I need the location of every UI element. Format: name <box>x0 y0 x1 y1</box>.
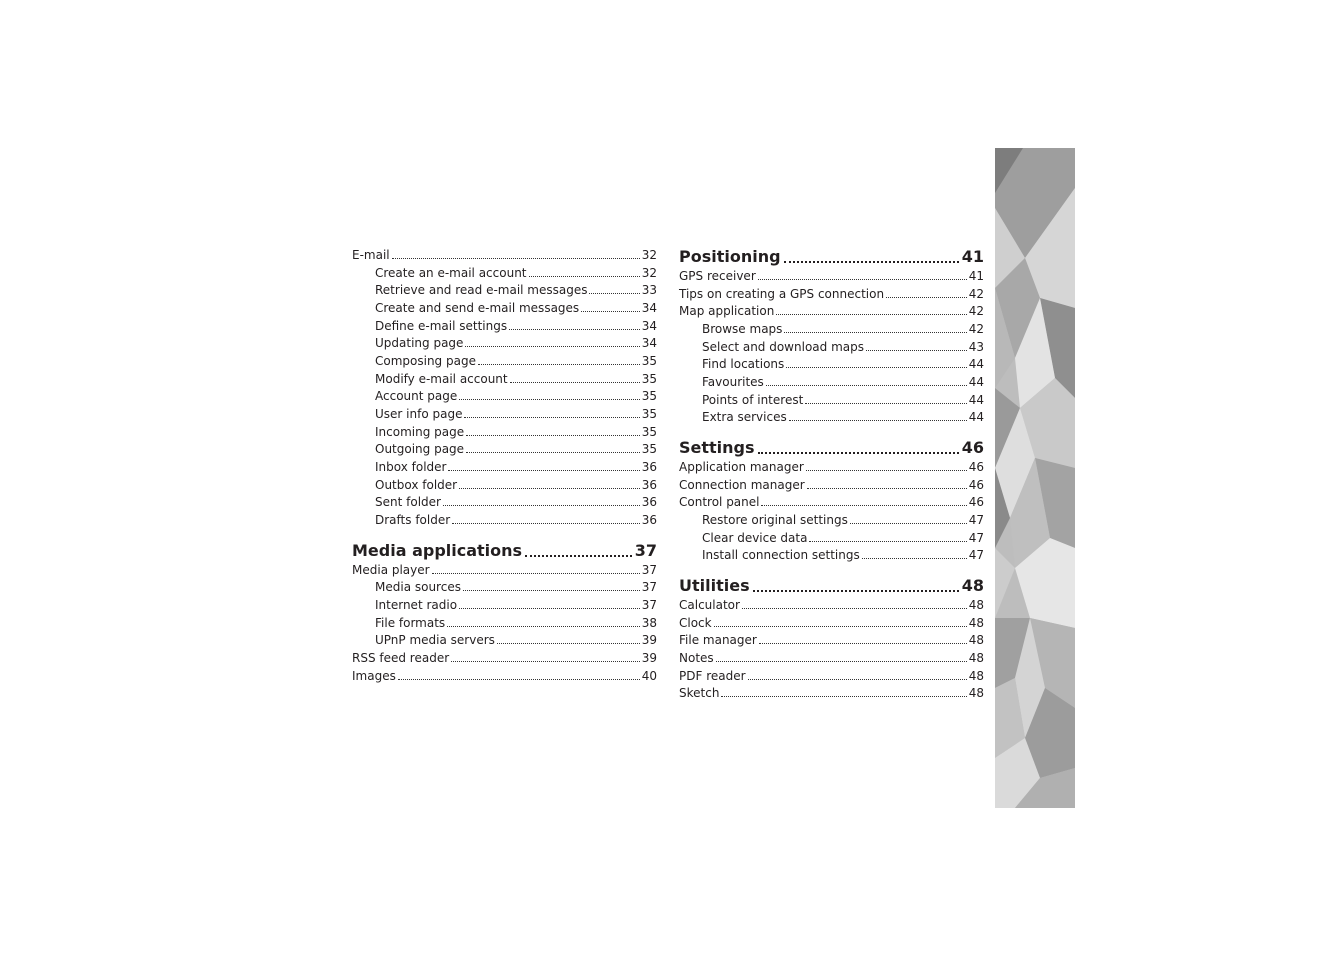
toc-entry-retrieve-and-read-e-mail-messages[interactable] <box>375 281 657 297</box>
dot-leader <box>716 661 967 662</box>
toc-page-number: 39 <box>641 633 657 648</box>
toc-entry-e-mail[interactable] <box>352 246 657 262</box>
dot-leader <box>466 435 640 436</box>
toc-entry-label: Settings <box>679 438 755 458</box>
toc-entry-label: Sketch <box>679 686 720 701</box>
dot-leader <box>806 470 967 471</box>
toc-entry-label: Calculator <box>679 598 740 613</box>
toc-page-number: 46 <box>968 477 984 492</box>
toc-page-number: 34 <box>641 301 657 315</box>
dot-leader <box>459 488 640 489</box>
toc-entry-find-locations[interactable] <box>702 355 984 371</box>
toc-entry-label: Extra services <box>702 410 787 425</box>
toc-entry-label: Connection manager <box>679 477 805 492</box>
dot-leader <box>459 608 640 609</box>
toc-heading-utilities[interactable] <box>679 574 984 596</box>
dot-leader <box>714 626 967 627</box>
toc-entry-extra-services[interactable] <box>702 408 984 424</box>
toc-heading-media-applications[interactable] <box>352 539 657 561</box>
toc-entry-label: Composing page <box>375 354 476 369</box>
toc-entry-label: RSS feed reader <box>352 651 450 666</box>
toc-entry-tips-on-creating-a-gps-connection[interactable] <box>679 285 984 301</box>
toc-entry-pdf-reader[interactable] <box>679 667 984 683</box>
toc-entry-file-manager[interactable] <box>679 631 984 647</box>
toc-page-number: 42 <box>968 322 984 336</box>
toc-entry-restore-original-settings[interactable] <box>702 511 984 527</box>
toc-entry-label: Positioning <box>679 247 781 266</box>
toc-page-number: 35 <box>641 424 657 439</box>
toc-entry-label: Outbox folder <box>375 477 458 492</box>
toc-page-number: 35 <box>641 389 657 404</box>
toc-entry-label: Application manager <box>679 460 804 475</box>
toc-entry-label: Outgoing page <box>375 442 465 457</box>
toc-page-number: 37 <box>641 562 657 577</box>
dot-leader <box>809 541 966 542</box>
dot-leader <box>589 293 639 294</box>
dot-leader <box>742 608 967 609</box>
dot-leader <box>759 643 967 644</box>
toc-page-number: 46 <box>968 460 984 475</box>
toc-entry-account-page[interactable] <box>375 387 657 403</box>
dot-leader <box>443 505 640 506</box>
dot-leader <box>850 523 967 524</box>
toc-page-number: 37 <box>641 580 657 595</box>
toc-page-number: 47 <box>968 530 984 545</box>
dot-leader <box>451 661 640 662</box>
toc-entry-clear-device-data[interactable] <box>702 529 984 545</box>
dot-leader <box>510 382 640 383</box>
toc-entry-install-connection-settings[interactable] <box>702 546 984 562</box>
toc-page-number: 35 <box>641 354 657 369</box>
toc-heading-positioning[interactable] <box>679 245 984 267</box>
toc-entry-sent-folder[interactable] <box>375 493 657 509</box>
dot-leader <box>447 626 640 627</box>
toc-entry-label: E-mail <box>352 248 390 262</box>
toc-page-number: 32 <box>641 265 657 280</box>
toc-entry-label: Create and send e-mail messages <box>375 301 580 315</box>
toc-entry-label: User info page <box>375 407 463 422</box>
toc-page-number: 36 <box>641 495 657 510</box>
toc-entry-label: Drafts folder <box>375 513 451 528</box>
toc-entry-label: Images <box>352 668 396 683</box>
toc-page-number: 33 <box>641 283 657 298</box>
toc-page-number: 46 <box>961 438 984 458</box>
toc-page-number: 48 <box>968 651 984 666</box>
toc-entry-create-and-send-e-mail-messages[interactable] <box>375 299 657 315</box>
dot-leader <box>748 679 967 680</box>
toc-page-number: 48 <box>968 615 984 630</box>
toc-page-number: 48 <box>968 633 984 648</box>
toc-entry-map-application[interactable] <box>679 302 984 318</box>
toc-entry-label: Media player <box>352 562 430 577</box>
toc-entry-application-manager[interactable] <box>679 458 984 474</box>
toc-page-number: 42 <box>968 286 984 301</box>
dot-leader <box>805 403 966 404</box>
toc-page-number: 44 <box>968 357 984 372</box>
toc-page-number: 40 <box>641 668 657 683</box>
dot-leader <box>529 276 640 277</box>
toc-entry-label: Points of interest <box>702 392 804 407</box>
toc-entry-clock[interactable] <box>679 614 984 630</box>
toc-entry-label: Create an e-mail account <box>375 265 527 280</box>
toc-entry-updating-page[interactable] <box>375 334 657 350</box>
toc-page-number: 42 <box>968 304 984 319</box>
toc-entry-points-of-interest[interactable] <box>702 391 984 407</box>
dot-leader <box>432 573 640 574</box>
dot-leader <box>398 679 640 680</box>
toc-entry-upnp-media-servers[interactable] <box>375 631 657 647</box>
dot-leader <box>392 258 640 259</box>
toc-page-number: 36 <box>641 477 657 492</box>
toc-entry-create-an-e-mail-account[interactable] <box>375 264 657 280</box>
toc-entry-media-sources[interactable] <box>375 578 657 594</box>
dot-leader <box>786 367 966 368</box>
toc-entry-modify-e-mail-account[interactable] <box>375 370 657 386</box>
toc-entry-label: Tips on creating a GPS connection <box>679 286 885 301</box>
toc-page-number: 37 <box>641 598 657 613</box>
toc-page-number: 41 <box>961 247 984 266</box>
dot-leader <box>758 452 959 454</box>
toc-entry-label: Favourites <box>702 375 764 390</box>
dot-leader <box>766 385 967 386</box>
toc-entry-outgoing-page[interactable] <box>375 440 657 456</box>
toc-entry-rss-feed-reader[interactable] <box>352 649 657 665</box>
toc-page-number: 34 <box>641 336 657 351</box>
toc-page-number: 44 <box>968 410 984 425</box>
toc-page-number: 34 <box>641 318 657 333</box>
toc-page-number: 36 <box>641 460 657 475</box>
dot-leader <box>452 523 640 524</box>
dot-leader <box>784 261 959 263</box>
dot-leader <box>497 643 640 644</box>
toc-page-number: 48 <box>961 576 984 596</box>
dot-leader <box>753 590 959 592</box>
toc-entry-browse-maps[interactable] <box>702 320 984 336</box>
toc-entry-user-info-page[interactable] <box>375 405 657 421</box>
toc-page-number: 48 <box>968 686 984 701</box>
toc-page-number: 44 <box>968 392 984 407</box>
toc-entry-incoming-page[interactable] <box>375 423 657 439</box>
toc-page-number: 32 <box>641 248 657 262</box>
toc-entry-sketch[interactable] <box>679 684 984 700</box>
toc-entry-connection-manager[interactable] <box>679 476 984 492</box>
toc-entry-label: Browse maps <box>702 322 783 336</box>
dot-leader <box>758 279 967 280</box>
toc-entry-label: Incoming page <box>375 424 465 439</box>
toc-page-number: 47 <box>968 548 984 563</box>
toc-entry-label: Utilities <box>679 576 750 596</box>
dot-leader <box>862 558 967 559</box>
toc-page-number: 47 <box>968 513 984 528</box>
toc-entry-control-panel[interactable] <box>679 493 984 509</box>
dot-leader <box>776 314 966 315</box>
toc-entry-label: Clock <box>679 615 712 630</box>
toc-entry-label: Install connection settings <box>702 548 860 563</box>
toc-entry-internet-radio[interactable] <box>375 596 657 612</box>
toc-entry-label: Inbox folder <box>375 460 447 475</box>
toc-entry-file-formats[interactable] <box>375 614 657 630</box>
toc-entry-label: Restore original settings <box>702 513 848 528</box>
dot-leader <box>466 452 640 453</box>
dot-leader <box>866 350 967 351</box>
toc-entry-outbox-folder[interactable] <box>375 476 657 492</box>
dot-leader <box>784 332 966 333</box>
dot-leader <box>463 590 640 591</box>
dot-leader <box>448 470 639 471</box>
toc-entry-favourites[interactable] <box>702 373 984 389</box>
toc-page-number: 38 <box>641 615 657 630</box>
toc-page-number: 48 <box>968 598 984 613</box>
dot-leader <box>761 505 966 506</box>
toc-page-number: 35 <box>641 442 657 457</box>
toc-entry-label: Internet radio <box>375 598 458 613</box>
faceted-pattern-graphic <box>995 148 1075 808</box>
toc-entry-label: Media sources <box>375 580 461 595</box>
dot-leader <box>886 297 967 298</box>
toc-entry-label: Map application <box>679 304 775 319</box>
toc-entry-composing-page[interactable] <box>375 352 657 368</box>
toc-page-number: 35 <box>641 371 657 386</box>
toc-page-number: 39 <box>641 651 657 666</box>
dot-leader <box>581 311 640 312</box>
toc-heading-settings[interactable] <box>679 436 984 458</box>
toc-entry-label: Retrieve and read e-mail messages <box>375 283 588 298</box>
toc-entry-label: Media applications <box>352 540 523 560</box>
toc-entry-label: Notes <box>679 651 714 666</box>
toc-entry-label: Account page <box>375 389 458 404</box>
toc-page-number: 43 <box>968 339 984 354</box>
toc-entry-label: Sent folder <box>375 495 441 510</box>
toc-entry-label: GPS receiver <box>679 269 756 283</box>
toc-entry-label: File formats <box>375 615 446 630</box>
toc-entry-notes[interactable] <box>679 649 984 665</box>
toc-entry-media-player[interactable] <box>352 561 657 577</box>
decorative-side-tab <box>995 148 1075 808</box>
dot-leader <box>807 488 967 489</box>
dot-leader <box>525 555 632 557</box>
dot-leader <box>789 420 967 421</box>
toc-entry-gps-receiver[interactable] <box>679 267 984 283</box>
toc-page-number: 36 <box>641 513 657 528</box>
toc-entry-calculator[interactable] <box>679 596 984 612</box>
dot-leader <box>459 399 639 400</box>
toc-entry-label: PDF reader <box>679 668 746 683</box>
dot-leader <box>465 346 639 347</box>
dot-leader <box>721 696 966 697</box>
toc-entry-label: UPnP media servers <box>375 633 495 648</box>
toc-entry-drafts-folder[interactable] <box>375 511 657 527</box>
dot-leader <box>464 417 639 418</box>
dot-leader <box>478 364 640 365</box>
toc-page-number: 46 <box>968 495 984 510</box>
toc-entry-select-and-download-maps[interactable] <box>702 338 984 354</box>
toc-entry-label: Select and download maps <box>702 339 864 354</box>
toc-entry-define-e-mail-settings[interactable] <box>375 317 657 333</box>
toc-entry-label: Control panel <box>679 495 760 510</box>
toc-entry-images[interactable] <box>352 667 657 683</box>
toc-page-number: 41 <box>968 269 984 283</box>
toc-entry-label: Clear device data <box>702 530 808 545</box>
toc-entry-label: Define e-mail settings <box>375 318 508 333</box>
dot-leader <box>509 329 640 330</box>
toc-entry-label: File manager <box>679 633 757 648</box>
toc-page-number: 44 <box>968 375 984 390</box>
toc-page-number: 48 <box>968 668 984 683</box>
toc-entry-inbox-folder[interactable] <box>375 458 657 474</box>
toc-entry-label: Modify e-mail account <box>375 371 508 386</box>
toc-entry-label: Find locations <box>702 357 785 372</box>
toc-page-number: 35 <box>641 407 657 422</box>
toc-entry-label: Updating page <box>375 336 464 351</box>
toc-page-number: 37 <box>634 540 657 560</box>
